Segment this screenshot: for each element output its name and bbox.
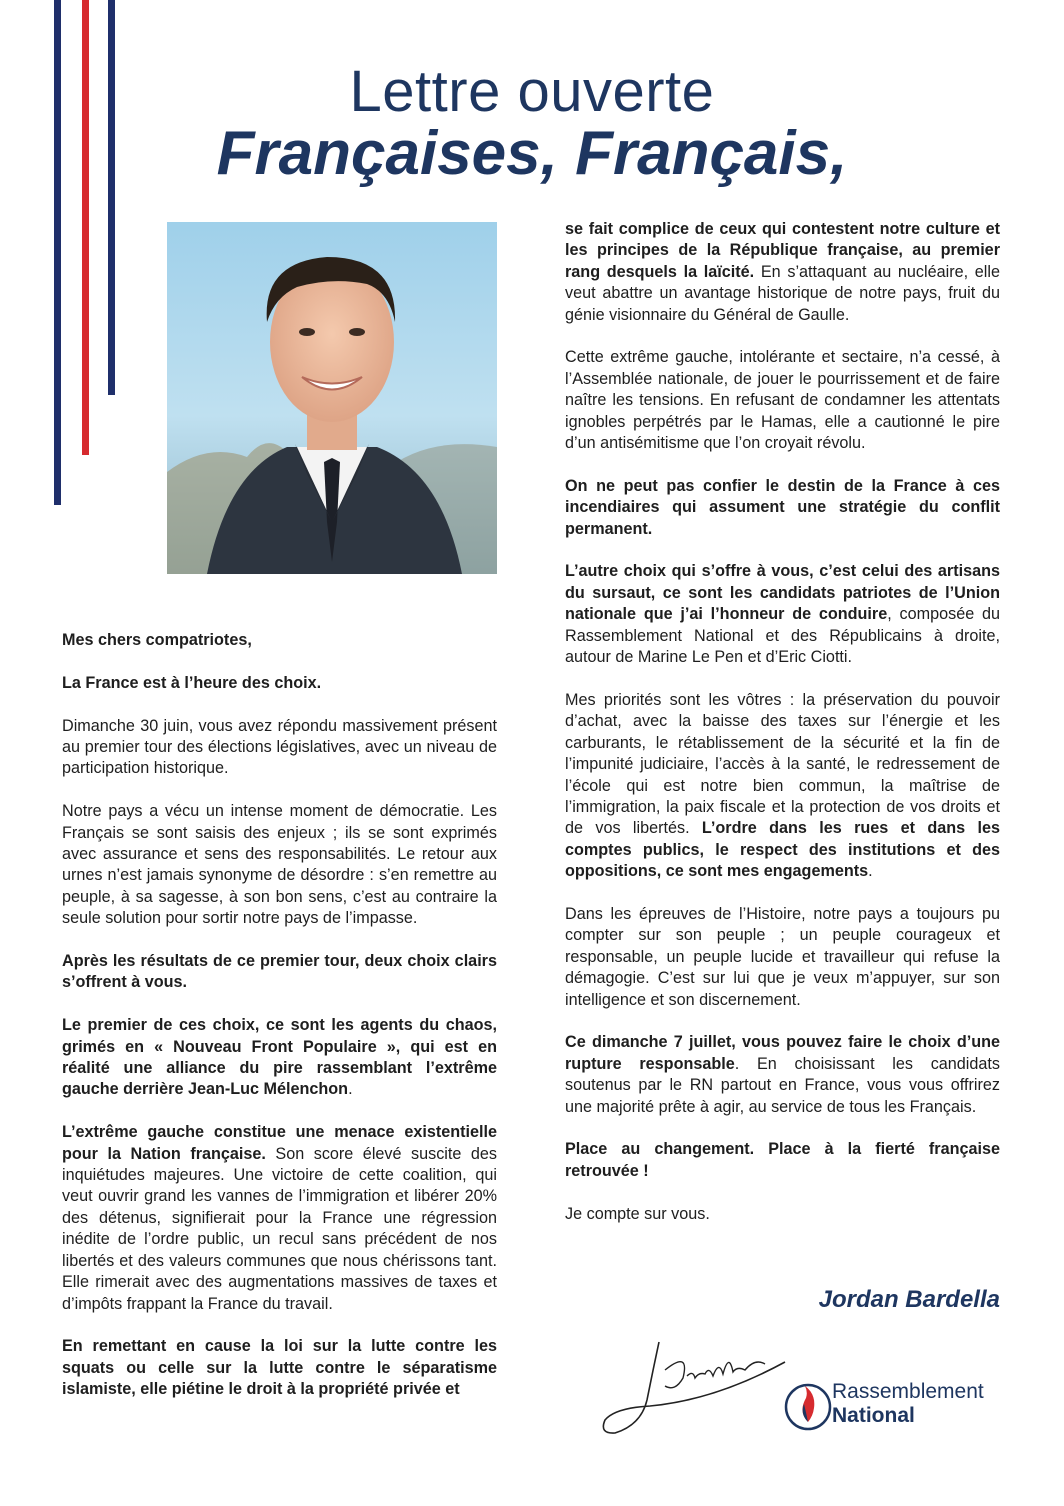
paragraph-part: Mes priorités sont les vôtres : la préservation du pouvoir d’achat, avec la baisse des taxes sur l’énergie et les carburants, le rétablissement de la sécurité et la fin de l’impunité judiciaire, l’accès à la santé, le redressement de l’école qui est notre bien commun, la maîtrise de l’immigration, la paix fiscale et la protection de vos droits et de vos libertés. <box>565 690 1000 838</box>
paragraph-bold: Place au changement. Place à la fierté française retrouvée ! <box>565 1140 1000 1180</box>
closing-line: Je compte sur vous. <box>565 1204 710 1223</box>
paragraph <box>565 1032 1000 1118</box>
paragraph-part: . En choisissant les candidats soutenus par le RN partout en France, vous vous offrirez une majorité prête à agir, au service de tous les Français. <box>565 1054 1000 1116</box>
paragraph-bold: En remettant en cause la loi sur la lutte contre les squats ou celle sur la lutte contre le séparatisme islamiste, elle piétine le droit à la propriété privée et <box>62 1337 497 1399</box>
logo-line1: Rassemblement <box>832 1380 984 1403</box>
paragraph-part: , composée du Rassemblement National et des Républicains à droite, autour de Marine Le Pen et d’Eric Ciotti. <box>565 605 1000 667</box>
paragraph <box>565 690 1000 883</box>
lead-sentence: La France est à l’heure des choix. <box>62 673 322 692</box>
paragraph-part: . <box>348 1080 353 1099</box>
paragraph: Notre pays a vécu un intense moment de démocratie. Les Français se sont saisis des enjeux ; ils se sont exprimés avec assurance et sens des responsabilités. Le retour aux urnes n’est jamais synonyme de désordre : s’en remettre au peuple, à sa sagesse, à son bon sens, c’est au contraire la seule solution pour sortir notre pays de l’impasse. <box>62 802 497 928</box>
rassemblement-national-logo <box>784 1374 1014 1440</box>
paragraph-bold-part: L’extrême gauche constitue une menace existentielle pour la Nation française. <box>62 1123 497 1163</box>
paragraph: Dans les épreuves de l’Histoire, notre pays a toujours pu compter sur son peuple ; un peuple courageux et responsable, un peuple lucide et travailleur qui refuse la démagogie. C’est sur lui que je veux m’appuyer, sur son intelligence et son discernement. <box>565 904 1000 1009</box>
paragraph <box>565 561 1000 668</box>
paragraph-bold-part: se fait complice de ceux qui contestent notre culture et les principes de la République française, au premier rang desquels la laïcité. <box>565 220 1000 281</box>
logo-line2: National <box>832 1404 915 1427</box>
letter-right-column <box>565 219 1000 1246</box>
paragraph <box>62 1122 497 1315</box>
logo-wordmark <box>832 1380 984 1428</box>
title-salutation: Françaises, Français, <box>216 119 848 188</box>
paragraph-bold: Après les résultats de ce premier tour, deux choix clairs s’offrent à vous. <box>62 952 497 992</box>
paragraph: Dimanche 30 juin, vous avez répondu massivement présent au premier tour des élections législatives, avec un niveau de participation historique. <box>62 716 497 778</box>
handwritten-signature <box>595 1330 790 1440</box>
paragraph-bold-part: Le premier de ces choix, ce sont les agents du chaos, grimés en « Nouveau Front Populaire », qui est en réalité une alliance du pire rassemblant l’extrême gauche derrière Jean-Luc Mélenchon <box>62 1016 497 1099</box>
paragraph-bold: On ne peut pas confier le destin de la France à ces incendiaires qui assument une stratégie du conflit permanent. <box>565 476 1000 538</box>
portrait-photo <box>167 222 497 574</box>
title-open-letter: Lettre ouverte <box>349 59 715 124</box>
signatory-name: Jordan Bardella <box>818 1286 1000 1313</box>
paragraph-bold-part: L’autre choix qui s’offre à vous, c’est celui des artisans du sursaut, ce sont les candidats patriotes de l’Union nationale que j’ai l’honneur de conduire <box>565 562 1000 624</box>
paragraph-part: . <box>868 862 873 881</box>
paragraph <box>62 1015 497 1101</box>
paragraph-bold-part: L’ordre dans les rues et dans les comptes publics, le respect des institutions et des oppositions, ce sont mes engagements <box>565 819 1000 881</box>
paragraph-bold-part: Ce dimanche 7 juillet, vous pouvez faire le choix d’une rupture responsable <box>565 1033 1000 1073</box>
paragraph-part: En s’attaquant au nucléaire, elle veut abattre un avantage historique de notre pays, fruit du génie visionnaire du Général de Gaulle. <box>565 262 1000 324</box>
letter-left-column <box>62 630 497 1422</box>
paragraph-part: Son score élevé suscite des inquiétudes majeures. Une victoire de cette coalition, qui veut ouvrir grand les vannes de l’immigration et libérer 20% des détenus, signifierait pour la France une régression inédite de l’ordre public, un recul sans précédent de nos libertés et des valeurs communes que nous chérissons tant. Elle rimerait avec des augmentations massives de taxes et d’impôts frappant la France du travail. <box>62 1144 497 1313</box>
flame-emblem-icon <box>784 1374 832 1440</box>
greeting: Mes chers compatriotes, <box>62 631 252 649</box>
paragraph <box>565 219 1000 326</box>
paragraph: Cette extrême gauche, intolérante et sectaire, n’a cessé, à l’Assemblée nationale, de jouer le pourrissement et de faire naître les tensions. En refusant de condamner les attentats ignobles perpétrés par le Hamas, elle a cautionné le pire d’un antisémitisme que l’on croyait révolu. <box>565 348 1000 453</box>
